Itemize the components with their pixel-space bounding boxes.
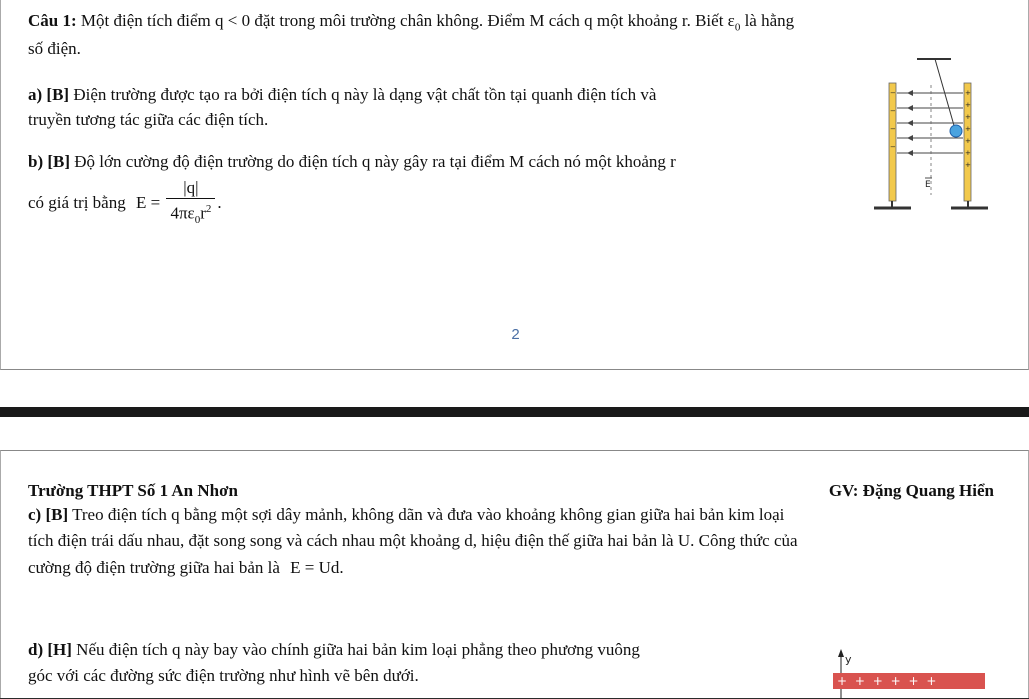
svg-text:+: +: [965, 149, 971, 157]
question-line-2: số điện.: [28, 39, 81, 58]
teacher-name: GV: Đặng Quang Hiển: [828, 481, 994, 500]
hanging-charge: [950, 125, 962, 137]
item-c-line-1: [28, 504, 784, 526]
page-bottom: [0, 450, 1029, 698]
item-c-line-2: tích điện trái dấu nhau, đặt song song và cách nhau một khoảng d, hiệu điện thế giữa hai bản là U. Công thức của: [28, 531, 798, 550]
item-a-line-2: truyền tương tác giữa các điện tích.: [28, 110, 269, 129]
y-axis-label: y: [845, 653, 852, 666]
item-d-line-1: [28, 639, 640, 661]
page-divider: [0, 407, 1029, 417]
svg-text:+: +: [965, 161, 971, 169]
item-b-label: b) [B]: [28, 152, 71, 171]
question-line-1: [28, 10, 794, 38]
svg-text:+: +: [965, 113, 971, 121]
plate-signs: + + + + + +: [837, 674, 939, 688]
svg-text:+: +: [965, 101, 971, 109]
item-b-line-1: [28, 151, 676, 173]
item-d-label: d) [H]: [28, 640, 72, 659]
epsilon-subscript: 0: [734, 21, 741, 34]
svg-text:+: +: [965, 89, 971, 97]
item-d-line-2: góc với các đường sức điện trường như hình vẽ bên dưới.: [28, 666, 419, 685]
svg-text:−: −: [890, 143, 896, 151]
item-a-text-1: Điện trường được tạo ra bởi điện tích q này là dạng vật chất tồn tại quanh điện tích và: [73, 85, 657, 104]
page-gap-2: [0, 417, 1029, 450]
question-text-1-end: là hằng: [740, 11, 795, 30]
item-b-line-2: [28, 178, 222, 230]
item-c-formula: E = Ud.: [290, 558, 344, 577]
page-number: 2: [511, 326, 520, 343]
question-text-1: Một điện tích điểm q < 0 đặt trong môi trường chân không. Điểm M cách q một khoảng r. Biết ε: [80, 11, 735, 30]
formula-lhs: E =: [135, 192, 161, 212]
item-c-prefix: cường độ điện trường giữa hai bản là: [28, 558, 280, 577]
page-gap: [0, 370, 1029, 407]
field-label: E: [925, 180, 931, 190]
capacitor-figure: [871, 55, 1001, 215]
svg-text:+: +: [965, 137, 971, 145]
item-c-text-1: Treo điện tích q bằng một sợi dây mảnh, không dãn và đưa vào khoảng không gian giữa hai bản kim loại: [72, 505, 785, 524]
svg-text:+: +: [965, 125, 971, 133]
item-c-line-3: [28, 557, 344, 579]
item-a-label: a) [B]: [28, 85, 70, 104]
school-name: Trường THPT Số 1 An Nhơn: [28, 481, 238, 500]
question-label: Câu 1:: [28, 11, 77, 30]
formula-numerator: |q|: [166, 178, 215, 199]
plate-figure: [821, 647, 991, 699]
item-b-text-1: Độ lớn cường độ điện trường do điện tích q này gây ra tại điểm M cách nó một khoảng r: [74, 152, 676, 171]
item-a-line-1: [28, 84, 656, 106]
formula-fraction: [166, 178, 215, 230]
svg-text:−: −: [890, 107, 896, 115]
svg-text:−: −: [890, 125, 896, 133]
item-c-label: c) [B]: [28, 505, 69, 524]
item-b-prefix: có giá trị bằng: [28, 192, 126, 212]
svg-text:−: −: [890, 89, 896, 97]
item-d-text-1: Nếu điện tích q này bay vào chính giữa hai bản kim loại phẳng theo phương vuông: [76, 640, 640, 659]
formula-end: .: [217, 192, 222, 212]
formula-denominator: $4\pi\varepsilon_0r^2$: [170, 203, 212, 227]
